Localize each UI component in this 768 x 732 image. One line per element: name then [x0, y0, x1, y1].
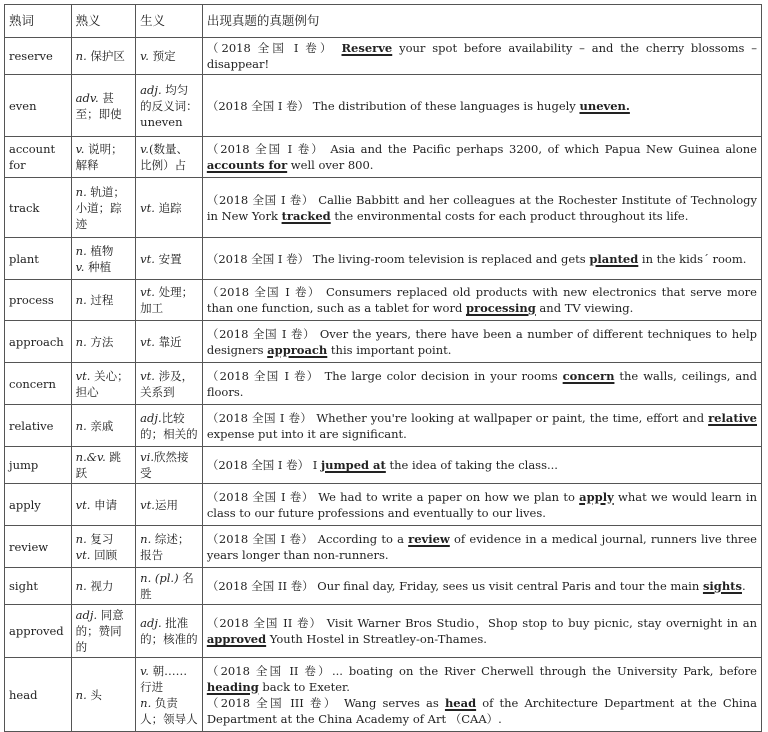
meaning-line — [140, 615, 198, 647]
part-of-speech: n.&v. — [75, 450, 106, 464]
meaning-text: 亲戚 — [86, 418, 114, 433]
sentence-after: this important point. — [327, 342, 452, 357]
example-sentence-cell — [202, 405, 761, 447]
new-meaning-cell — [136, 605, 203, 658]
exam-source: （2018 全国 I 卷） — [206, 285, 321, 299]
example-sentence — [207, 578, 757, 594]
example-sentence — [207, 410, 757, 442]
sentence-before: According to a — [313, 531, 409, 546]
familiar-meaning-cell — [71, 280, 136, 321]
sentence-before: Visit Warner Bros Studio，Shop stop to buy picnic, stay overnight in an — [322, 616, 757, 630]
familiar-meaning-cell — [71, 38, 136, 75]
example-sentence-cell — [202, 658, 761, 732]
meaning-line — [140, 695, 198, 727]
sentence-after: your spot before availability – and the cherry blossoms – disappear! — [206, 41, 758, 71]
table-row — [5, 238, 762, 280]
example-sentence-cell — [202, 280, 761, 321]
exam-source: （2018 全国 III 卷） — [206, 695, 338, 710]
highlighted-keyword: heading — [206, 679, 259, 694]
example-sentence-cell — [202, 484, 761, 526]
example-sentence-cell — [202, 321, 761, 363]
meaning-text: 保护区 — [86, 49, 125, 63]
highlighted-keyword: sights — [702, 579, 742, 593]
meaning-text: 名胜 — [140, 571, 194, 601]
sentence-before: Asia and the Pacific perhaps 3200, of which Papua New Guinea alone — [324, 142, 757, 156]
example-sentence — [207, 615, 757, 647]
new-meaning-cell — [136, 363, 203, 405]
word-text: process — [9, 293, 54, 307]
part-of-speech: n. — [75, 243, 87, 258]
familiar-meaning-cell — [71, 363, 136, 405]
sentence-before: Over the years, there have been a number of different techniques to help designers — [206, 326, 757, 357]
word-text: head — [9, 687, 38, 702]
word-text: apply — [9, 497, 41, 512]
meaning-text: 安置 — [154, 251, 182, 266]
meaning-text: 运用 — [154, 497, 178, 512]
meaning-line — [76, 334, 132, 350]
meaning-text: 处理；加工 — [140, 285, 194, 315]
table-row — [5, 405, 762, 447]
sentence-after: Youth Hostel in Streatley-on-Thames. — [266, 632, 487, 646]
meaning-text: 植物 — [86, 243, 114, 258]
highlighted-keyword: approach — [267, 342, 328, 357]
example-sentence-cell — [202, 605, 761, 658]
meaning-line — [140, 663, 198, 695]
meaning-line — [76, 578, 132, 594]
example-sentence-cell — [202, 238, 761, 280]
part-of-speech: vt. — [140, 497, 155, 512]
familiar-word-cell — [5, 137, 72, 178]
sentence-after: the idea of taking the class... — [385, 458, 558, 472]
meaning-line — [76, 418, 132, 434]
new-meaning-cell — [136, 405, 203, 447]
meaning-text: 回顾 — [90, 547, 118, 562]
familiar-word-cell — [5, 178, 72, 238]
word-text: track — [9, 200, 40, 215]
highlighted-keyword: relative — [708, 410, 757, 425]
example-sentence — [207, 141, 757, 173]
sentence-before: ... boating on the River Cherwell through the University Park, before — [331, 663, 757, 678]
familiar-word-cell — [5, 405, 72, 447]
example-sentence-cell — [202, 137, 761, 178]
word-text: jump — [9, 458, 39, 472]
exam-source: （2018 全国 I 卷） — [206, 489, 314, 504]
meaning-line — [140, 200, 198, 216]
familiar-meaning-cell — [71, 75, 136, 137]
meaning-text: 综述；报告 — [140, 531, 190, 562]
example-sentence-cell — [202, 526, 761, 568]
familiar-word-cell — [5, 363, 72, 405]
new-meaning-cell — [136, 75, 203, 137]
familiar-meaning-cell — [71, 484, 136, 526]
sentence-before: Callie Babbitt and her colleagues at the Rochester Institute of Technology in New York — [206, 192, 757, 223]
part-of-speech: n. (pl.) — [140, 571, 179, 585]
part-of-speech: v. — [140, 49, 149, 63]
new-meaning-cell — [136, 658, 203, 732]
table-row — [5, 658, 762, 732]
sentence-before: Whether you're looking at wallpaper or paint, the time, effort and — [312, 410, 709, 425]
meaning-line — [76, 184, 132, 232]
meaning-text: 甚至；即使 — [75, 90, 122, 121]
word-text: reserve — [9, 49, 53, 63]
highlighted-keyword: planted — [589, 251, 639, 266]
part-of-speech: n. — [75, 418, 87, 433]
familiar-meaning-cell — [71, 238, 136, 280]
part-of-speech: n. — [75, 687, 87, 702]
meaning-line — [140, 284, 198, 316]
familiar-word-cell — [5, 605, 72, 658]
new-meaning-cell — [136, 447, 203, 484]
familiar-word-cell — [5, 238, 72, 280]
example-sentence — [207, 98, 757, 114]
part-of-speech: n. — [75, 49, 87, 63]
example-sentence-cell — [202, 363, 761, 405]
part-of-speech: n. — [75, 293, 87, 307]
part-of-speech: adj. — [140, 82, 162, 97]
word-text: sight — [9, 579, 38, 593]
new-meaning-cell — [136, 38, 203, 75]
new-meaning-cell — [136, 568, 203, 605]
part-of-speech: v. — [75, 259, 85, 274]
part-of-speech: vt. — [140, 334, 155, 349]
part-of-speech: n. — [140, 695, 152, 710]
meaning-line — [140, 48, 198, 64]
example-sentence — [207, 663, 757, 695]
sentence-before: Our final day, Friday, sees us visit central Paris and tour the main — [313, 579, 703, 593]
table-row — [5, 526, 762, 568]
part-of-speech: vt. — [75, 368, 91, 383]
example-sentence — [207, 326, 757, 358]
example-sentence — [207, 695, 757, 727]
table-row — [5, 137, 762, 178]
familiar-word-cell — [5, 38, 72, 75]
meaning-line — [76, 48, 132, 64]
sentence-after: . — [741, 579, 746, 593]
new-meaning-cell — [136, 137, 203, 178]
highlighted-keyword: uneven. — [579, 98, 630, 113]
exam-source: （2018 全国 II 卷） — [206, 663, 332, 678]
sentence-after: back to Exeter. — [258, 679, 350, 694]
meaning-text: 视力 — [86, 579, 114, 593]
example-sentence-cell — [202, 568, 761, 605]
exam-source: （2018 全国 I 卷） — [206, 368, 320, 383]
new-meaning-cell — [136, 238, 203, 280]
meaning-text: 靠近 — [154, 334, 182, 349]
example-sentence — [207, 531, 757, 563]
part-of-speech: vt. — [140, 368, 155, 383]
familiar-meaning-cell — [71, 137, 136, 178]
meaning-line — [76, 368, 132, 400]
highlighted-keyword: review — [408, 531, 450, 546]
meaning-line — [76, 531, 132, 547]
sentence-before — [335, 41, 342, 55]
part-of-speech: vt. — [75, 497, 91, 512]
table-header-row — [5, 5, 762, 38]
highlighted-keyword: tracked — [281, 208, 331, 223]
new-meaning-cell — [136, 484, 203, 526]
sentence-before: The distribution of these languages is hugely — [309, 98, 580, 113]
meaning-line — [76, 90, 132, 122]
header-example-sentence: 出现真题的真题例句 — [202, 5, 761, 38]
sentence-after: well over 800. — [287, 158, 374, 172]
meaning-line — [140, 497, 198, 513]
meaning-line — [76, 607, 132, 655]
part-of-speech: n. — [75, 579, 87, 593]
example-sentence-cell — [202, 38, 761, 75]
sentence-before: Wang serves as — [337, 695, 445, 710]
meaning-text: 跳跃 — [75, 450, 121, 480]
word-text: approved — [9, 624, 64, 638]
example-sentence — [207, 284, 757, 316]
familiar-word-cell — [5, 658, 72, 732]
highlighted-keyword: jumped at — [320, 458, 386, 472]
meaning-line — [76, 292, 132, 308]
meaning-line — [140, 141, 198, 173]
meaning-line — [76, 141, 132, 173]
exam-source: （2018 全国 I 卷） — [206, 41, 335, 55]
familiar-meaning-cell — [71, 321, 136, 363]
exam-source: （2018 全国 I 卷） — [206, 98, 310, 113]
meaning-text: 同意的；赞同的 — [75, 608, 124, 654]
part-of-speech: vi. — [140, 450, 155, 464]
part-of-speech: v. — [140, 142, 149, 156]
part-of-speech: vt. — [140, 200, 155, 215]
sentence-after: and TV viewing. — [535, 301, 634, 315]
word-text: approach — [9, 334, 64, 349]
header-familiar-word: 熟词 — [5, 5, 72, 38]
part-of-speech: n. — [140, 531, 152, 546]
example-sentence-cell — [202, 178, 761, 238]
part-of-speech: n. — [75, 334, 87, 349]
example-sentence-cell — [202, 75, 761, 137]
familiar-meaning-cell — [71, 605, 136, 658]
meaning-text: 负责人；领导人 — [140, 695, 198, 726]
word-text: relative — [9, 418, 54, 433]
familiar-word-cell — [5, 484, 72, 526]
part-of-speech: v. — [140, 663, 149, 678]
part-of-speech: n. — [75, 531, 87, 546]
example-sentence — [207, 368, 757, 400]
familiar-word-cell — [5, 568, 72, 605]
header-familiar-meaning: 熟义 — [71, 5, 136, 38]
meaning-text: 轨道；小道；踪迹 — [75, 184, 125, 231]
table-row — [5, 38, 762, 75]
sentence-before: We had to write a paper on how we plan to — [313, 489, 580, 504]
vocab-table — [4, 4, 762, 732]
table-row — [5, 605, 762, 658]
meaning-text: 预定 — [148, 49, 176, 63]
exam-source: （2018 全国 I 卷） — [206, 251, 310, 266]
highlighted-keyword: approved — [206, 632, 267, 646]
meaning-line — [140, 82, 198, 130]
meaning-text: 朝……行进 — [140, 663, 188, 694]
meaning-text: 申请 — [90, 497, 118, 512]
highlighted-keyword: apply — [579, 489, 614, 504]
familiar-meaning-cell — [71, 568, 136, 605]
meaning-line — [140, 251, 198, 267]
exam-source: （2018 全国 I 卷） — [206, 458, 310, 472]
sentence-before: I — [309, 458, 321, 472]
part-of-speech: adv. — [75, 90, 99, 105]
word-text: plant — [9, 251, 39, 266]
meaning-line — [140, 410, 198, 442]
part-of-speech: vt. — [75, 547, 91, 562]
exam-source: （2018 全国 I 卷） — [206, 192, 315, 207]
header-new-meaning: 生义 — [136, 5, 203, 38]
exam-source: （2018 全国 II 卷） — [206, 579, 314, 593]
sentence-after: of the Architecture Department at the China Department at the China Academy of Art （CAA）. — [206, 695, 758, 726]
example-sentence — [207, 40, 757, 72]
highlighted-keyword: processing — [465, 301, 536, 315]
familiar-meaning-cell — [71, 526, 136, 568]
familiar-meaning-cell — [71, 447, 136, 484]
sentence-after: the environmental costs for each product throughout its life. — [330, 208, 689, 223]
table-row — [5, 178, 762, 238]
table-row — [5, 321, 762, 363]
word-text: concern — [9, 376, 56, 391]
meaning-line — [76, 259, 132, 275]
sentence-after: expense put into it are significant. — [206, 426, 407, 441]
part-of-speech: adj. — [140, 616, 162, 630]
part-of-speech: v. — [75, 142, 85, 156]
exam-source: （2018 全国 II 卷） — [206, 616, 323, 630]
familiar-word-cell — [5, 75, 72, 137]
part-of-speech: adj. — [75, 608, 98, 622]
word-text: review — [9, 539, 49, 554]
meaning-line — [76, 687, 132, 703]
familiar-word-cell — [5, 526, 72, 568]
meaning-text: 种植 — [84, 259, 112, 274]
example-sentence-cell — [202, 447, 761, 484]
sentence-before: Consumers replaced old products with new electronics that serve more than one function, such as a tablet for word — [206, 285, 757, 315]
meaning-text: 均匀的反义词：uneven — [140, 82, 198, 129]
meaning-line — [140, 570, 198, 602]
sentence-after: of evidence in a medical journal, runners live three years longer than non-runners. — [206, 531, 757, 562]
table-row — [5, 75, 762, 137]
familiar-word-cell — [5, 447, 72, 484]
table-row — [5, 280, 762, 321]
familiar-meaning-cell — [71, 178, 136, 238]
meaning-line — [140, 368, 198, 400]
highlighted-keyword: head — [444, 695, 477, 710]
exam-source: （2018 全国 I 卷） — [206, 326, 316, 341]
part-of-speech: vt. — [140, 285, 155, 299]
sentence-before: The living-room television is replaced and gets — [309, 251, 590, 266]
meaning-text: 欣然接受 — [140, 450, 189, 480]
familiar-meaning-cell — [71, 405, 136, 447]
highlighted-keyword: concern — [562, 368, 615, 383]
meaning-text: 过程 — [86, 293, 114, 307]
new-meaning-cell — [136, 178, 203, 238]
word-text: even — [9, 98, 37, 113]
sentence-after: in the kids´ room. — [638, 251, 747, 266]
familiar-word-cell — [5, 321, 72, 363]
sentence-after: what we would learn in class to our future professions and eventually to our lives. — [206, 489, 757, 520]
meaning-line — [140, 531, 198, 563]
meaning-text: 关心；担心 — [75, 368, 129, 399]
meaning-text: 批准的；核准的 — [140, 616, 198, 646]
highlighted-keyword: accounts for — [206, 158, 288, 172]
table-row — [5, 447, 762, 484]
meaning-text: (数量、比例）占 — [140, 142, 188, 172]
meaning-text: 涉及，关系到 — [140, 368, 194, 399]
meaning-text: 复习 — [86, 531, 114, 546]
exam-source: （2018 全国 I 卷） — [206, 410, 313, 425]
word-text: account for — [9, 142, 56, 172]
example-sentence — [207, 251, 757, 267]
highlighted-keyword: Reserve — [341, 41, 393, 55]
meaning-line — [76, 547, 132, 563]
part-of-speech: adj. — [140, 410, 162, 425]
example-sentence — [207, 192, 757, 224]
new-meaning-cell — [136, 280, 203, 321]
meaning-text: 说明；解释 — [75, 142, 123, 172]
new-meaning-cell — [136, 321, 203, 363]
example-sentence — [207, 457, 757, 473]
meaning-text: 追踪 — [154, 200, 182, 215]
meaning-line — [76, 243, 132, 259]
table-row — [5, 568, 762, 605]
part-of-speech: n. — [75, 184, 87, 199]
example-sentence — [207, 489, 757, 521]
sentence-after: the walls, ceilings, and floors. — [206, 368, 757, 399]
meaning-line — [76, 449, 132, 481]
table-row — [5, 484, 762, 526]
table-row — [5, 363, 762, 405]
meaning-text: 头 — [86, 687, 102, 702]
exam-source: （2018 全国 I 卷） — [206, 531, 314, 546]
meaning-line — [76, 497, 132, 513]
new-meaning-cell — [136, 526, 203, 568]
sentence-before: The large color decision in your rooms — [319, 368, 563, 383]
familiar-word-cell — [5, 280, 72, 321]
familiar-meaning-cell — [71, 658, 136, 732]
meaning-text: 比较的；相关的 — [140, 410, 198, 441]
meaning-line — [140, 449, 198, 481]
meaning-line — [140, 334, 198, 350]
exam-source: （2018 全国 I 卷） — [206, 142, 325, 156]
part-of-speech: vt. — [140, 251, 155, 266]
meaning-text: 方法 — [86, 334, 114, 349]
